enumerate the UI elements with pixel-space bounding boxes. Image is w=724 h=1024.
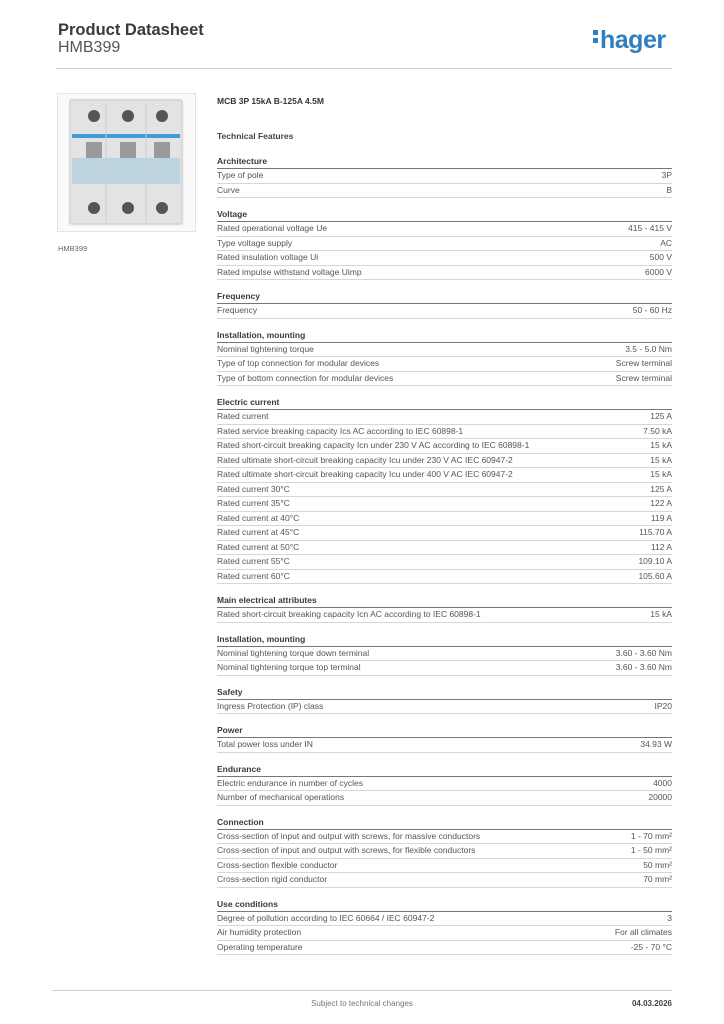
spec-row bbox=[217, 700, 672, 715]
section-title: Power bbox=[217, 724, 672, 738]
spec-row bbox=[217, 357, 672, 372]
feature-section bbox=[217, 155, 672, 198]
section-title: Safety bbox=[217, 686, 672, 700]
spec-value: 4000 bbox=[653, 777, 672, 788]
spec-label: Rated insulation voltage Ui bbox=[217, 252, 319, 262]
spec-label: Type of pole bbox=[217, 170, 264, 180]
section-title: Main electrical attributes bbox=[217, 594, 672, 608]
footer-date: 04.03.2026 bbox=[631, 999, 672, 1008]
spec-row bbox=[217, 304, 672, 319]
spec-label: Cross-section of input and output with screws, for flexible conductors bbox=[217, 845, 476, 855]
spec-label: Nominal tightening torque bbox=[217, 343, 314, 354]
product-name: MCB 3P 15kA B-125A 4.5M bbox=[217, 96, 324, 106]
section-title: Use conditions bbox=[217, 898, 672, 912]
spec-row bbox=[217, 169, 672, 184]
spec-value: 50 - 60 Hz bbox=[632, 305, 672, 315]
spec-label: Rated current 55°C bbox=[217, 556, 290, 566]
spec-value: 3.5 - 5.0 Nm bbox=[625, 343, 672, 354]
feature-section bbox=[217, 329, 672, 387]
spec-value: 1 - 70 mm² bbox=[630, 830, 672, 841]
feature-section bbox=[217, 816, 672, 888]
spec-value: 6000 V bbox=[645, 266, 672, 277]
logo-dots-icon bbox=[593, 27, 598, 46]
spec-value: 500 V bbox=[649, 252, 672, 262]
spec-label: Rated impulse withstand voltage Uimp bbox=[217, 266, 362, 277]
product-code-subtitle: HMB399 bbox=[58, 39, 121, 56]
spec-value: 112 A bbox=[650, 541, 672, 552]
spec-row bbox=[217, 844, 672, 859]
spec-value: B bbox=[666, 184, 672, 195]
spec-row bbox=[217, 266, 672, 281]
spec-value: 15 kA bbox=[650, 440, 672, 450]
spec-label: Electric endurance in number of cycles bbox=[217, 777, 363, 788]
spec-row bbox=[217, 512, 672, 527]
spec-label: Rated current at 40°C bbox=[217, 512, 300, 523]
section-title: Installation, mounting bbox=[217, 633, 672, 647]
section-title: Endurance bbox=[217, 763, 672, 777]
page-title: Product Datasheet bbox=[58, 21, 204, 39]
feature-section bbox=[217, 763, 672, 806]
spec-label: Air humidity protection bbox=[217, 927, 302, 937]
feature-section bbox=[217, 633, 672, 676]
spec-value: 7.50 kA bbox=[643, 425, 672, 436]
spec-label: Rated service breaking capacity Ics AC according to IEC 60898-1 bbox=[217, 425, 464, 436]
spec-label: Rated ultimate short-circuit breaking capacity Icu under 230 V AC IEC 60947-2 bbox=[217, 454, 513, 465]
spec-row bbox=[217, 439, 672, 454]
footer-note: Subject to technical changes bbox=[311, 999, 413, 1008]
footer-divider bbox=[52, 990, 672, 991]
hager-logo bbox=[593, 26, 666, 55]
spec-label: Degree of pollution according to IEC 60664 / IEC 60947-2 bbox=[217, 912, 435, 923]
spec-label: Type voltage supply bbox=[217, 237, 293, 248]
spec-value: 15 kA bbox=[650, 469, 672, 479]
spec-value: 3.60 - 3.60 Nm bbox=[615, 662, 672, 672]
section-title: Frequency bbox=[217, 290, 672, 304]
spec-label: Type of bottom connection for modular devices bbox=[217, 372, 394, 383]
spec-value: 70 mm² bbox=[643, 874, 672, 884]
spec-label: Curve bbox=[217, 184, 240, 195]
spec-row bbox=[217, 483, 672, 498]
spec-value: 3 bbox=[667, 912, 672, 923]
spec-row bbox=[217, 912, 672, 927]
spec-label: Rated short-circuit breaking capacity Icn under 230 V AC according to IEC 60898-1 bbox=[217, 440, 530, 450]
spec-label: Rated current 30°C bbox=[217, 483, 290, 494]
spec-label: Cross-section rigid conductor bbox=[217, 874, 328, 884]
spec-row bbox=[217, 541, 672, 556]
spec-label: Cross-section flexible conductor bbox=[217, 859, 338, 870]
spec-row bbox=[217, 410, 672, 425]
spec-label: Number of mechanical operations bbox=[217, 792, 345, 802]
spec-label: Rated current 60°C bbox=[217, 570, 290, 581]
technical-content bbox=[217, 96, 672, 955]
spec-row bbox=[217, 425, 672, 440]
feature-section bbox=[217, 396, 672, 584]
spec-row bbox=[217, 184, 672, 199]
feature-section bbox=[217, 898, 672, 956]
spec-row bbox=[217, 738, 672, 753]
spec-label: Rated operational voltage Ue bbox=[217, 223, 328, 233]
section-title: Voltage bbox=[217, 208, 672, 222]
spec-value: 50 mm² bbox=[643, 859, 672, 870]
spec-value: 3P bbox=[661, 170, 672, 180]
spec-value: 415 - 415 V bbox=[628, 223, 672, 233]
spec-row bbox=[217, 926, 672, 941]
spec-value: 125 A bbox=[650, 411, 672, 421]
spec-label: Rated short-circuit breaking capacity Icn AC according to IEC 60898-1 bbox=[217, 609, 481, 619]
photo-caption: HMB399 bbox=[58, 244, 88, 253]
spec-value: IP20 bbox=[654, 700, 672, 711]
spec-value: 34.93 W bbox=[640, 739, 672, 749]
spec-value: Screw terminal bbox=[615, 372, 672, 383]
spec-label: Total power loss under IN bbox=[217, 739, 313, 749]
section-title: Connection bbox=[217, 816, 672, 830]
spec-row bbox=[217, 343, 672, 358]
spec-label: Ingress Protection (IP) class bbox=[217, 700, 324, 711]
spec-value: 119 A bbox=[650, 512, 672, 523]
spec-label: Operating temperature bbox=[217, 941, 303, 952]
spec-row bbox=[217, 237, 672, 252]
spec-row bbox=[217, 251, 672, 266]
technical-features-heading: Technical Features bbox=[217, 131, 294, 141]
spec-row bbox=[217, 608, 672, 623]
spec-value: 3.60 - 3.60 Nm bbox=[615, 647, 672, 658]
spec-row bbox=[217, 647, 672, 662]
spec-label: Rated current 35°C bbox=[217, 498, 290, 508]
logo-text: hager bbox=[600, 26, 666, 54]
spec-row bbox=[217, 830, 672, 845]
spec-value: 105.60 A bbox=[638, 570, 672, 581]
spec-row bbox=[217, 873, 672, 888]
feature-section bbox=[217, 290, 672, 319]
spec-row bbox=[217, 570, 672, 585]
section-title: Architecture bbox=[217, 155, 672, 169]
header-divider bbox=[56, 68, 672, 69]
spec-label: Type of top connection for modular devices bbox=[217, 358, 380, 368]
spec-value: 115.70 A bbox=[639, 527, 672, 537]
feature-sections bbox=[217, 155, 672, 955]
feature-section bbox=[217, 208, 672, 280]
section-title: Electric current bbox=[217, 396, 672, 410]
spec-value: 109.10 A bbox=[638, 556, 672, 566]
feature-section bbox=[217, 686, 672, 715]
spec-row bbox=[217, 555, 672, 570]
spec-label: Rated current bbox=[217, 411, 269, 421]
spec-value: -25 - 70 °C bbox=[630, 941, 672, 952]
spec-row bbox=[217, 372, 672, 387]
spec-value: For all climates bbox=[614, 927, 672, 937]
spec-label: Nominal tightening torque top terminal bbox=[217, 662, 361, 672]
spec-label: Nominal tightening torque down terminal bbox=[217, 647, 370, 658]
spec-value: 20000 bbox=[648, 792, 672, 802]
spec-row bbox=[217, 526, 672, 541]
feature-section bbox=[217, 724, 672, 753]
product-image bbox=[57, 93, 196, 232]
circuit-breaker-image bbox=[58, 94, 195, 231]
spec-label: Rated ultimate short-circuit breaking capacity Icu under 400 V AC IEC 60947-2 bbox=[217, 469, 513, 479]
spec-value: 122 A bbox=[650, 498, 672, 508]
spec-value: AC bbox=[660, 237, 672, 248]
spec-label: Rated current at 50°C bbox=[217, 541, 300, 552]
spec-row bbox=[217, 859, 672, 874]
spec-value: Screw terminal bbox=[615, 358, 672, 368]
spec-row bbox=[217, 791, 672, 806]
spec-value: 15 kA bbox=[650, 609, 672, 619]
spec-value: 15 kA bbox=[650, 454, 672, 465]
spec-row bbox=[217, 222, 672, 237]
spec-row bbox=[217, 777, 672, 792]
spec-row bbox=[217, 941, 672, 956]
spec-row bbox=[217, 454, 672, 469]
feature-section bbox=[217, 594, 672, 623]
section-title: Installation, mounting bbox=[217, 329, 672, 343]
spec-value: 1 - 50 mm² bbox=[630, 845, 672, 855]
spec-row bbox=[217, 661, 672, 676]
spec-label: Rated current at 45°C bbox=[217, 527, 300, 537]
spec-label: Frequency bbox=[217, 305, 258, 315]
spec-row bbox=[217, 497, 672, 512]
spec-label: Cross-section of input and output with screws, for massive conductors bbox=[217, 830, 481, 841]
spec-row bbox=[217, 468, 672, 483]
spec-value: 125 A bbox=[650, 483, 672, 494]
